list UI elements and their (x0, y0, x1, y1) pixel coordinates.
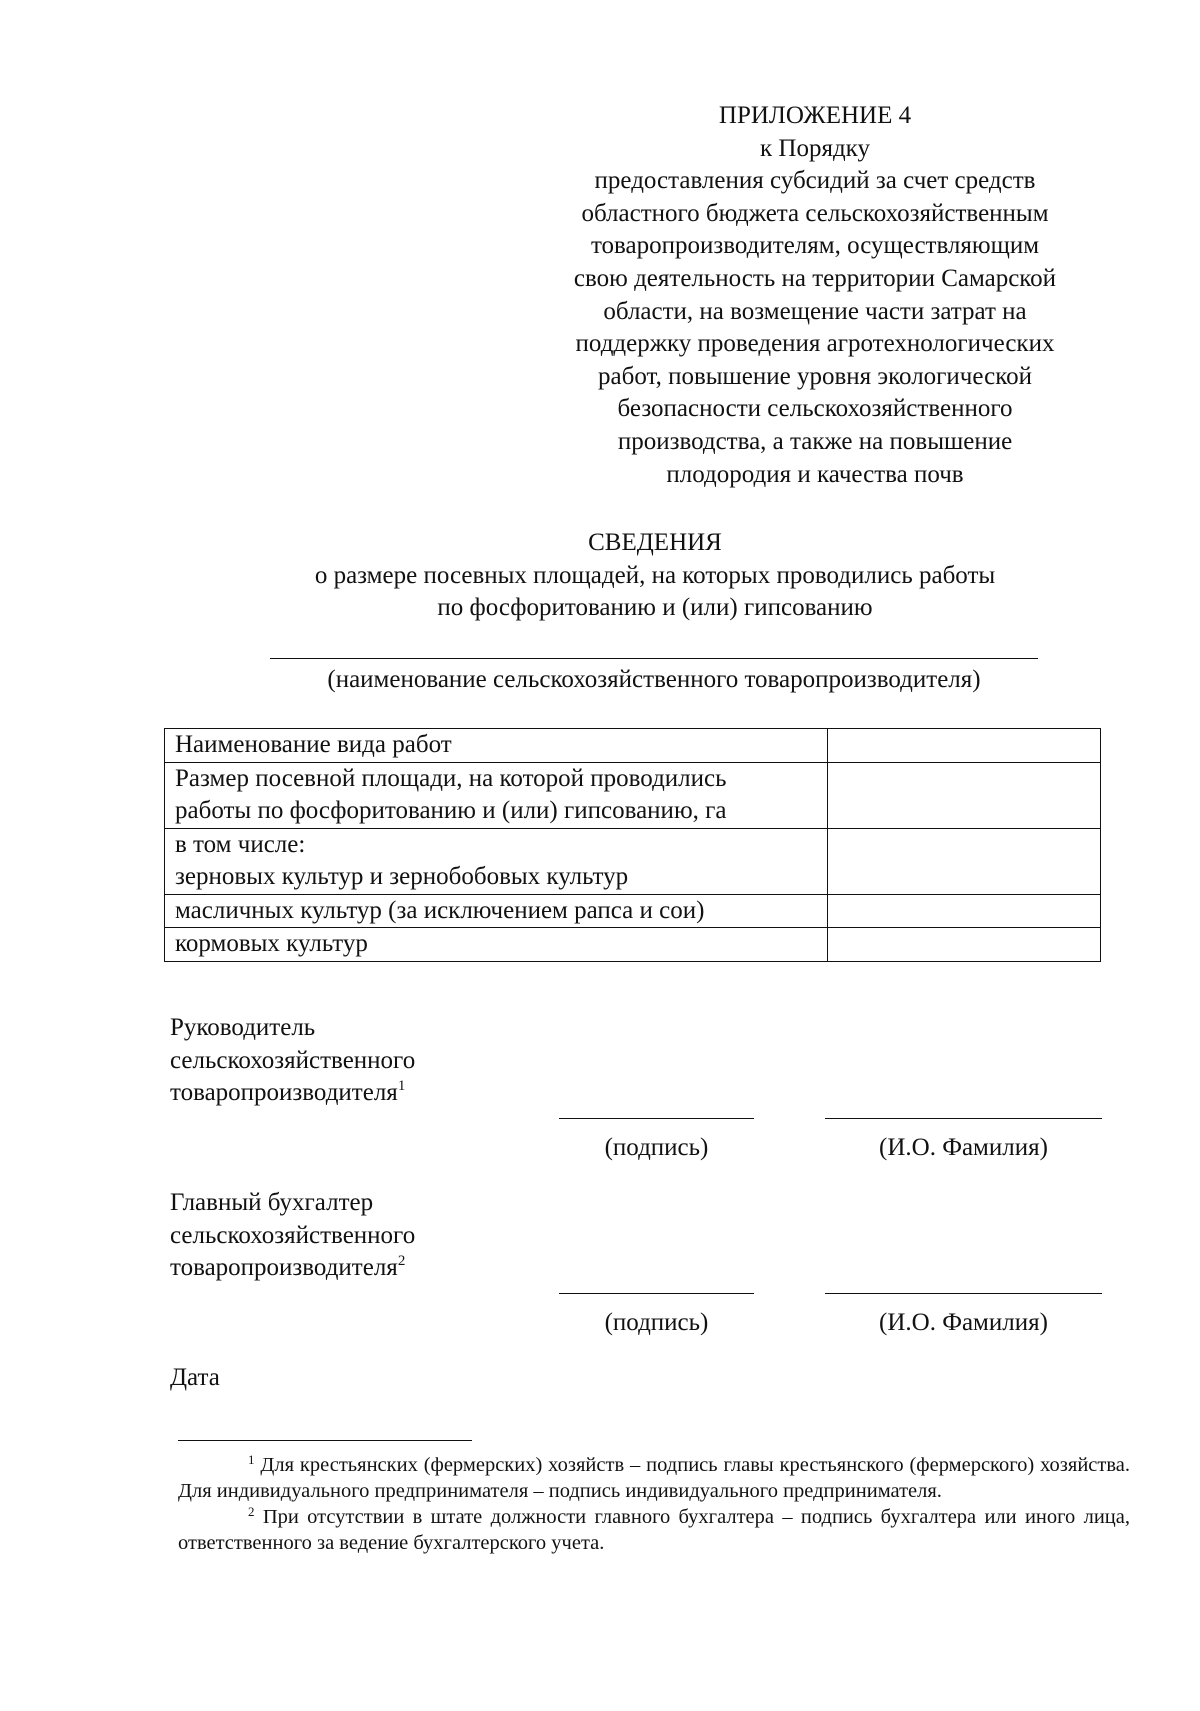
appendix-ref-line: области, на возмещение части затрат на (603, 297, 1027, 325)
sown-area-table (164, 728, 1101, 962)
accountant-name-field[interactable] (825, 1293, 1102, 1294)
signatory-title-line (170, 1252, 415, 1285)
producer-name-caption: (наименование сельскохозяйственного товаропроизводителя) (327, 666, 981, 693)
appendix-ref-line: плодородия и качества почв (666, 460, 964, 488)
table-value-cell[interactable] (828, 928, 1101, 962)
table-row (165, 828, 1101, 894)
table-value-cell[interactable] (828, 762, 1101, 828)
table-value-cell[interactable] (828, 894, 1101, 928)
table-label-text: кормовых культур (175, 930, 368, 957)
footnote-item (178, 1452, 1130, 1504)
head-signature-caption: (подпись) (604, 1134, 709, 1161)
appendix-ref-line: работ, повышение уровня экологической (598, 362, 1032, 390)
footnotes (178, 1452, 1130, 1556)
table-label-text: работы по фосфоритованию и (или) гипсованию, га (175, 797, 727, 824)
footnote-item (178, 1504, 1130, 1556)
footnote-text: Для крестьянских (фермерских) хозяйств – подпись главы крестьянского (фермерского) хозяйства. Для индивидуального предпринимателя – подпись индивидуального предпринимателя. (178, 1454, 1130, 1502)
title-subline: по фосфоритованию и (или) гипсованию (437, 594, 873, 621)
appendix-ref-line: предоставления субсидий за счет средств (594, 167, 1036, 195)
table-label-text: Размер посевной площади, на которой проводились (175, 764, 727, 792)
signatory-title-line: сельскохозяйственного (170, 1046, 416, 1074)
table-row (165, 928, 1101, 962)
head-signatory-title (170, 1012, 415, 1110)
footnote-separator (178, 1440, 472, 1441)
signatory-title-line: сельскохозяйственного (170, 1221, 416, 1249)
accountant-signature-field[interactable] (559, 1293, 754, 1294)
table-row (165, 762, 1101, 828)
title-subline: о размере посевных площадей, на которых проводились работы (314, 561, 996, 589)
appendix-ref-line: к Порядку (760, 134, 870, 162)
table-row-label (165, 729, 828, 763)
signatory-title-text: товаропроизводителя (170, 1079, 398, 1106)
table-label-text: масличных культур (за исключением рапса и сои) (175, 896, 705, 924)
footnote-text: При отсутствии в штате должности главного бухгалтера – подпись бухгалтера или иного лица, ответственного за ведение бухгалтерского учета. (178, 1506, 1131, 1554)
footnote-mark: 1 (397, 1078, 406, 1094)
head-signature-field[interactable] (559, 1118, 754, 1119)
accountant-signatory-title (170, 1187, 415, 1285)
footnote-mark: 2 (248, 1504, 255, 1519)
table-value-cell[interactable] (828, 828, 1101, 894)
table-label-text: зерновых культур и зернобобовых культур (175, 863, 629, 890)
accountant-signature-caption: (подпись) (604, 1309, 709, 1336)
document-title (200, 527, 1110, 625)
table-row-label (165, 762, 828, 828)
appendix-ref-line: поддержку проведения агротехнологических (575, 330, 1055, 358)
table-value-cell[interactable] (828, 729, 1101, 763)
head-name-field[interactable] (825, 1118, 1102, 1119)
appendix-ref-line: безопасности сельскохозяйственного (617, 395, 1013, 423)
table-row (165, 894, 1101, 928)
producer-name-field[interactable] (270, 658, 1038, 659)
table-row-label (165, 828, 828, 894)
table-row (165, 729, 1101, 763)
footnote-mark: 1 (248, 1452, 255, 1467)
appendix-number: ПРИЛОЖЕНИЕ 4 (718, 102, 912, 129)
head-name-caption: (И.О. Фамилия) (879, 1134, 1048, 1161)
signatory-title-text: товаропроизводителя (170, 1254, 398, 1281)
signatory-title-line (170, 1077, 415, 1110)
signatory-title-line: Главный бухгалтер (170, 1189, 374, 1216)
table-row-label (165, 894, 828, 928)
appendix-ref-line: свою деятельность на территории Самарской (573, 264, 1057, 292)
appendix-ref-line: товаропроизводителям, осуществляющим (590, 232, 1040, 260)
table-row-label (165, 928, 828, 962)
footnote-mark: 2 (397, 1253, 406, 1269)
date-label: Дата (170, 1364, 220, 1391)
appendix-ref-line: производства, а также на повышение (617, 427, 1013, 455)
table-label-text: Наименование вида работ (175, 731, 452, 758)
appendix-header (530, 100, 1100, 491)
appendix-ref-line: областного бюджета сельскохозяйственным (581, 199, 1049, 227)
title-heading: СВЕДЕНИЯ (588, 529, 722, 556)
accountant-name-caption: (И.О. Фамилия) (879, 1309, 1048, 1336)
table-label-text: в том числе: (175, 830, 306, 858)
signatory-title-line: Руководитель (170, 1014, 316, 1041)
